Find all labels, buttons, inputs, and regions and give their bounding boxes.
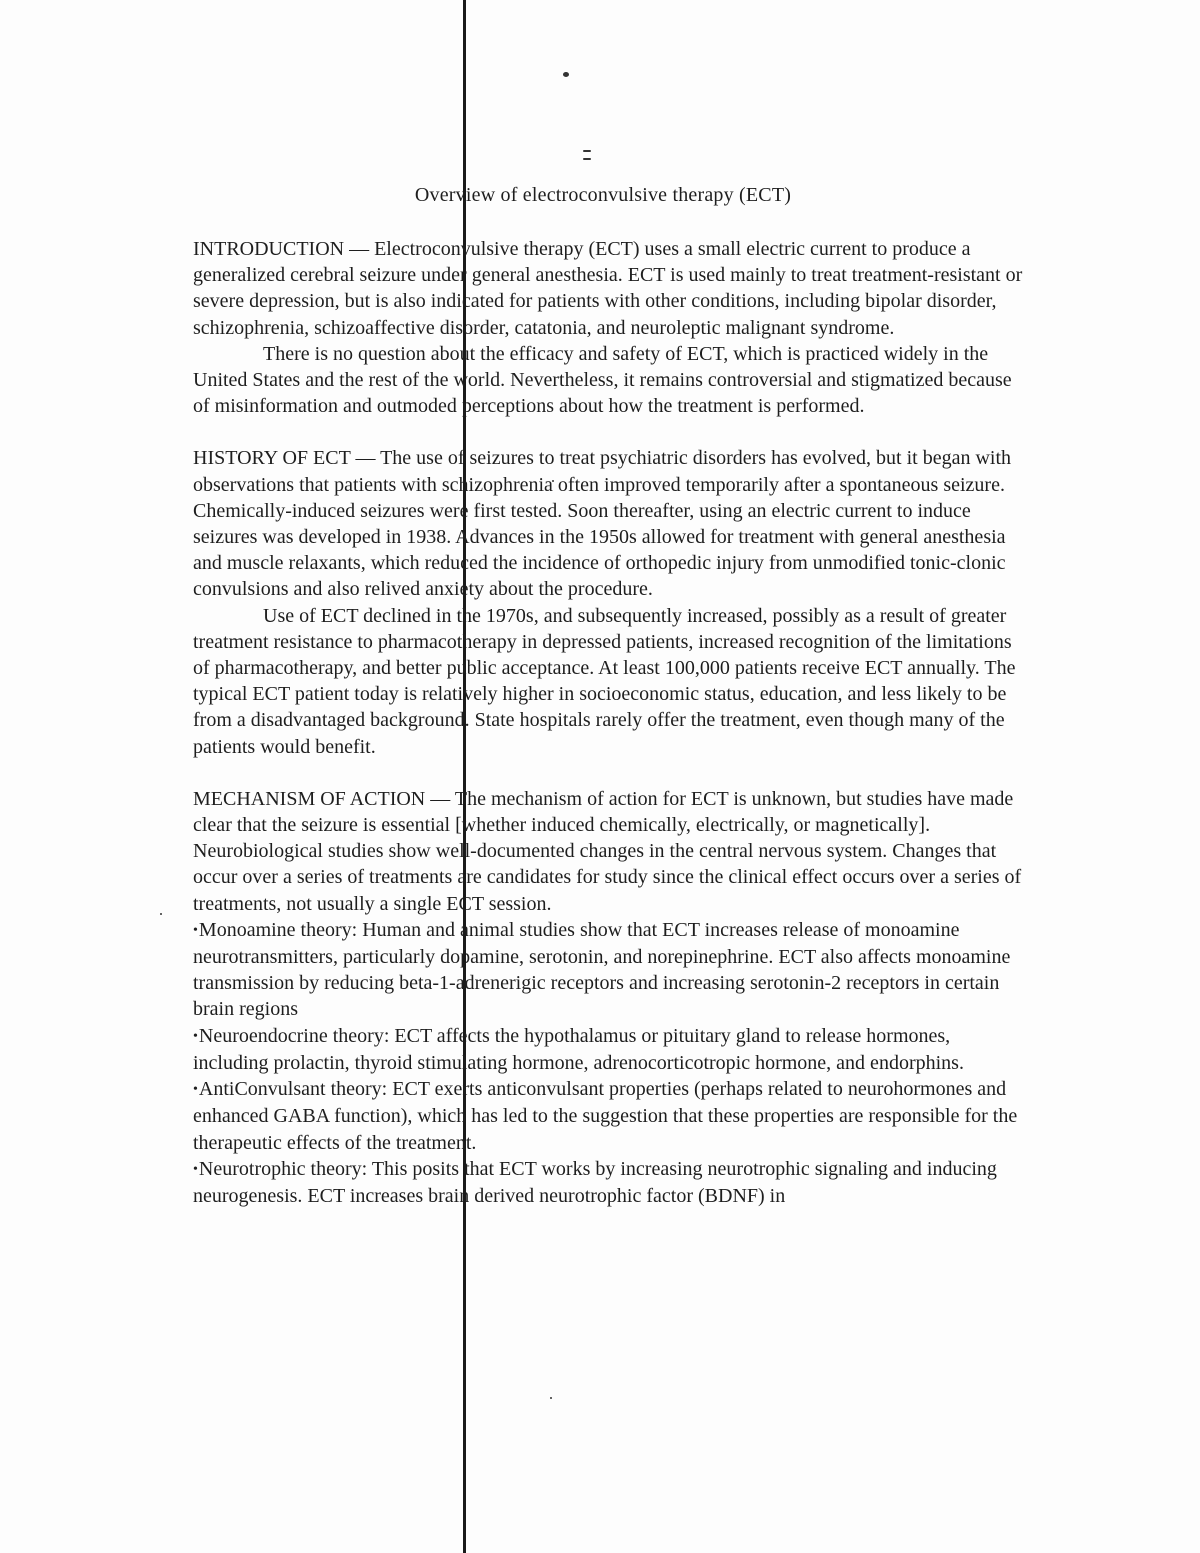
bullet-glyph: • [193,1082,198,1098]
bullet-text: Neuroendocrine theory: ECT affects the hypothalamus or pituitary gland to release hormones, including prolactin, thyroid stimulating hormone, adrenocorticotropic hormone, and endorphins. [193,1024,964,1074]
bullet-text: Monoamine theory: Human and animal studies show that ECT increases release of monoamine neurotransmitters, particularly dopamine, serotonin, and norepinephrine. ECT also affects monoamine transmission by reducing beta-1-adrenerigic receptors and increasing serotonin-2 receptors in certain brain regions [193,918,1011,1021]
bullet-text: Neurotrophic theory: This posits that ECT works by increasing neurotrophic signaling and inducing neurogenesis. ECT increases brain derived neurotrophic factor (BDNF) in [193,1157,997,1207]
scan-speck [160,913,162,915]
history-text-1: — The use of seizures to treat psychiatric disorders has evolved, but it began with observations that patients with schizophrenia often improved temporarily after a spontaneous seizure. Chemically-induced seizures were first tested. Soon thereafter, using an electric current to induce seizures was developed in 1938. Advances in the 1950s allowed for treatment with general anesthesia and muscle relaxants, which reduced the incidence of orthopedic injury from unmodified tonic-clonic convulsions and also relived anxiety about the procedure. [193,447,1012,601]
document-title: Overview of electroconvulsive therapy (ECT) [414,184,792,206]
history-paragraph-1 [193,445,1023,602]
bullet-neuroendocrine-theory [193,1023,1023,1076]
scan-speck [550,1397,552,1399]
bullet-neurotrophic-theory [193,1156,1023,1209]
history-paragraph-2: Use of ECT declined in the 1970s, and subsequently increased, possibly as a result of greater treatment resistance to pharmacotherapy in depressed patients, increased recognition of the limitations of pharmacotherapy, and better public acceptance. At least 100,000 patients receive ECT annually. The typical ECT patient today is relatively higher in socioeconomic status, education, and less likely to be from a disadvantaged background. State hospitals rarely offer the treatment, even though many of the patients would benefit. [193,604,1016,758]
mechanism-paragraph-1 [193,786,1023,917]
history-heading: HISTORY OF ECT [193,447,351,470]
section-gap [193,419,1023,445]
section-gap [193,760,1023,786]
bullet-glyph: • [193,922,198,938]
bullet-glyph: • [193,1028,198,1044]
introduction-heading: INTRODUCTION [193,238,345,260]
document-body [193,236,1023,1209]
introduction-paragraph-1 [193,236,1023,341]
introduction-text-1: — Electroconvulsive therapy (ECT) uses a small electric current to produce a generalized cerebral seizure under general anesthesia. ECT is used mainly to treat treatment-resistant or severe depression, but is also indicated for patients with other conditions, including bipolar disorder, schizophrenia, schizoaffective disorder, catatonia, and neuroleptic malignant syndrome. [193,238,1023,339]
mechanism-text-1: — The mechanism of action for ECT is unknown, but studies have made clear that the seizure is essential [whether induced chemically, electrically, or magnetically]. Neurobiological studies show well-documented changes in the central nervous system. Changes that occur over a series of treatments are candidates for study since the clinical effect occurs over a series of treatments, not usually a single ECT session. [193,787,1022,915]
scan-speck [583,158,591,160]
scan-speck [563,72,569,77]
bullet-text: AntiConvulsant theory: ECT exerts anticonvulsant properties (perhaps related to neurohormones and enhanced GABA function), which has led to the suggestion that these properties are responsible for the therapeutic effects of the treatment. [193,1078,1018,1154]
mechanism-heading: MECHANISM OF ACTION [193,787,426,810]
bullet-anticonvulsant-theory [193,1076,1023,1156]
introduction-paragraph-2: There is no question about the efficacy and safety of ECT, which is practiced widely in the United States and the rest of the world. Nevertheless, it remains controversial and stigmatized because of misinformation and outmoded perceptions about how the treatment is performed. [193,342,1012,418]
bullet-monoamine-theory [193,917,1023,1023]
bullet-glyph: • [193,1161,198,1177]
scan-speck [583,150,591,152]
